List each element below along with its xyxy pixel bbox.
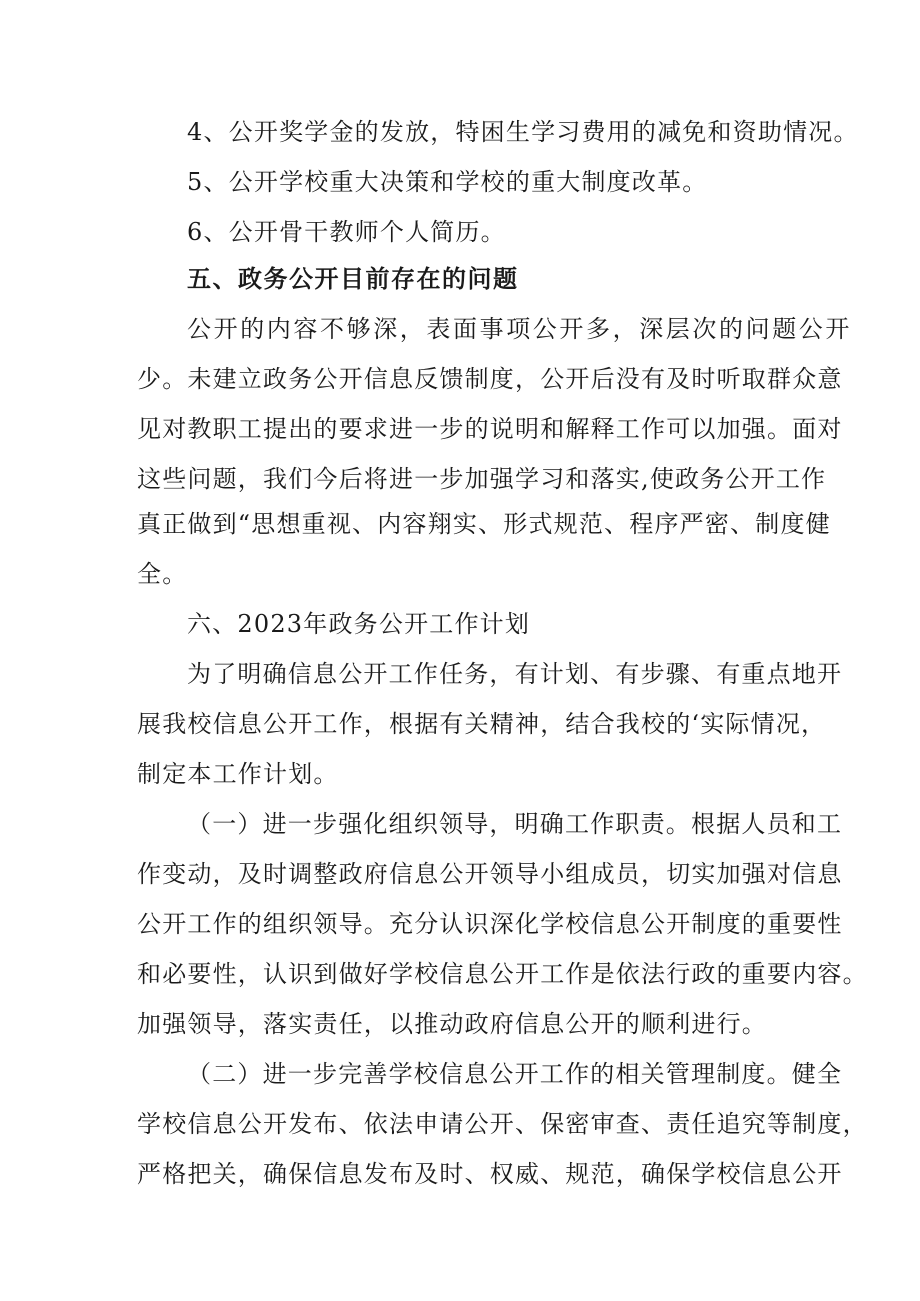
list-item-6: 6、公开骨干教师个人简历。: [187, 218, 506, 246]
point-1-line-5: 加强领导，落实责任，以推动政府信息公开的顺利进行。: [137, 1010, 767, 1038]
point-1-line-3: 公开工作的组织领导。充分认识深化学校信息公开制度的重要性: [137, 910, 843, 938]
section-5-line-6: 全。: [137, 560, 188, 588]
section-6-intro-line-1: 为了明确信息公开工作任务，有计划、有步骤、有重点地开: [187, 660, 843, 688]
point-2-line-1: （二）进一步完善学校信息公开工作的相关管理制度。健全: [187, 1060, 843, 1088]
section-6-intro-line-3: 制定本工作计划。: [137, 760, 339, 788]
point-2-line-2: 学校信息公开发布、依法申请公开、保密审查、责任追究等制度，: [137, 1110, 868, 1138]
point-1-line-4: 和必要性，认识到做好学校信息公开工作是依法行政的重要内容。: [137, 960, 868, 988]
section-6-heading: 六、2023年政务公开工作计划: [187, 610, 531, 638]
section-6-intro-line-2: 展我校信息公开工作，根据有关精神，结合我校的‘实际情况，: [137, 710, 827, 738]
section-5-line-3: 见对教职工提出的要求进一步的说明和解释工作可以加强。面对: [137, 415, 843, 443]
section-5-line-2: 少。未建立政务公开信息反馈制度，公开后没有及时听取群众意: [137, 365, 843, 393]
list-item-5: 5、公开学校重大决策和学校的重大制度改革。: [187, 168, 708, 196]
point-1-line-2: 作变动，及时调整政府信息公开领导小组成员，切实加强对信息: [137, 860, 843, 888]
section-5-heading: 五、政务公开目前存在的问题: [187, 264, 519, 293]
point-1-line-1: （一）进一步强化组织领导，明确工作职责。根据人员和工: [187, 810, 843, 838]
section-5-line-5: 真正做到“思想重视、内容翔实、形式规范、程序严密、制度健: [137, 510, 831, 538]
section-5-line-1: 公开的内容不够深，表面事项公开多，深层次的问题公开: [187, 315, 852, 343]
point-2-line-3: 严格把关，确保信息发布及时、权威、规范，确保学校信息公开: [137, 1160, 843, 1188]
list-item-4: 4、公开奖学金的发放，特困生学习费用的减免和资助情况。: [187, 118, 859, 146]
section-5-line-4: 这些问题，我们今后将进一步加强学习和落实,使政务公开工作: [137, 465, 827, 493]
